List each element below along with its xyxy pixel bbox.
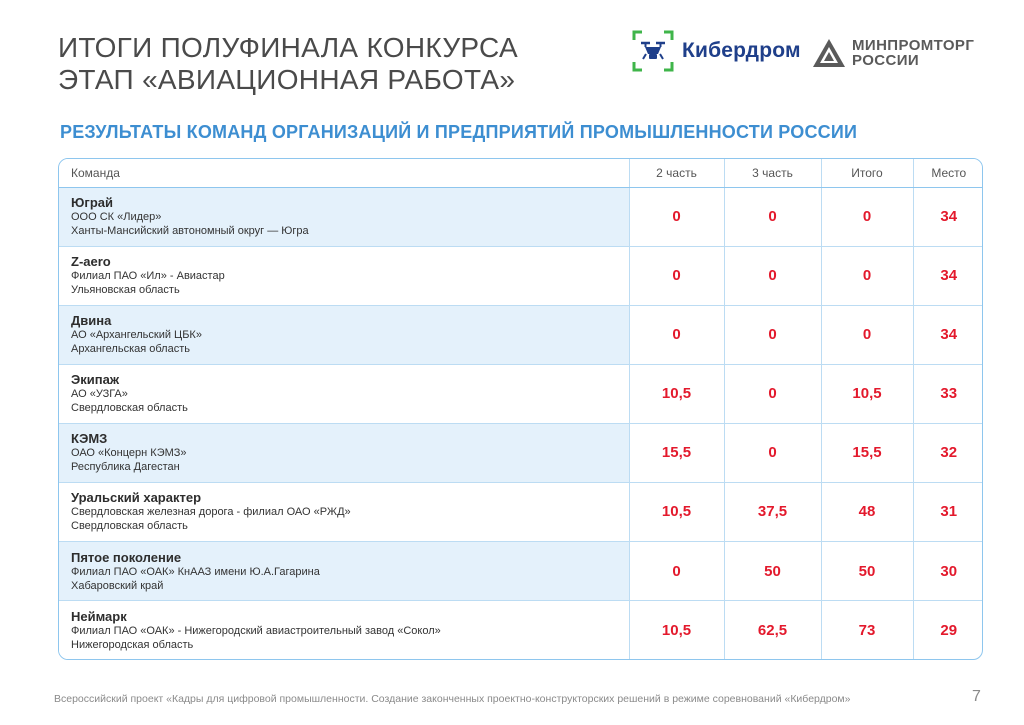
team-region: Республика Дагестан (71, 461, 180, 474)
score-part3: 0 (724, 423, 821, 482)
table-row (59, 246, 983, 305)
place: 30 (913, 541, 983, 600)
header-part3: 3 часть (724, 159, 821, 187)
place: 29 (913, 601, 983, 659)
score-total: 10,5 (821, 364, 913, 423)
table-row (59, 305, 983, 364)
team-cell (59, 187, 629, 246)
team-cell (59, 601, 629, 659)
table-row (59, 364, 983, 423)
score-part3: 50 (724, 541, 821, 600)
table-row (59, 541, 983, 600)
team-region: Хабаровский край (71, 579, 164, 592)
place: 33 (913, 364, 983, 423)
score-total: 73 (821, 601, 913, 659)
footer-text: Всероссийский проект «Кадры для цифровой промышленности. Создание законченных проектно-конструкторских решений в режиме соревнований «Кибердром» (54, 693, 851, 705)
score-part2: 10,5 (629, 601, 724, 659)
table-row (59, 482, 983, 541)
minpromtorg-line-2: РОССИИ (852, 52, 920, 69)
team-organization: ООО СК «Лидер» (71, 211, 162, 224)
score-total: 50 (821, 541, 913, 600)
results-table-container (58, 158, 983, 660)
team-region: Ханты-Мансийский автономный округ — Югра (71, 225, 309, 238)
minpromtorg-logo (812, 36, 974, 70)
team-cell (59, 423, 629, 482)
place: 34 (913, 246, 983, 305)
team-region: Архангельская область (71, 343, 190, 356)
team-name: Z-aero (71, 254, 111, 270)
team-organization: АО «УЗГА» (71, 388, 128, 401)
drone-icon (632, 30, 674, 72)
team-cell (59, 305, 629, 364)
table-row (59, 187, 983, 246)
section-subtitle: РЕЗУЛЬТАТЫ КОМАНД ОРГАНИЗАЦИЙ И ПРЕДПРИЯТИЙ ПРОМЫШЛЕННОСТИ РОССИИ (60, 122, 858, 142)
header-total: Итого (821, 159, 913, 187)
header-place: Место (913, 159, 983, 187)
team-region: Нижегородская область (71, 638, 194, 651)
score-total: 0 (821, 305, 913, 364)
kiberdrom-wordmark: Кибердром (682, 39, 801, 62)
page-number: 7 (972, 688, 981, 705)
score-part2: 0 (629, 305, 724, 364)
score-part2: 0 (629, 187, 724, 246)
score-part3: 0 (724, 246, 821, 305)
score-part2: 10,5 (629, 364, 724, 423)
team-name: Двина (71, 313, 112, 329)
table-header-row (59, 159, 983, 187)
minpromtorg-line-1: МИНПРОМТОРГ (852, 37, 975, 54)
team-organization: АО «Архангельский ЦБК» (71, 329, 202, 342)
score-total: 48 (821, 482, 913, 541)
team-organization: Филиал ПАО «ОАК» - Нижегородский авиастроительный завод «Сокол» (71, 624, 441, 637)
team-name: Пятое поколение (71, 549, 182, 565)
score-part3: 0 (724, 187, 821, 246)
score-total: 0 (821, 187, 913, 246)
header-team: Команда (59, 159, 629, 187)
team-organization: Свердловская железная дорога - филиал ОАО «РЖД» (71, 506, 351, 519)
team-region: Свердловская область (71, 520, 188, 533)
score-part3: 0 (724, 305, 821, 364)
table-row (59, 601, 983, 659)
team-region: Свердловская область (71, 402, 188, 415)
team-name: КЭМЗ (71, 431, 108, 447)
page-title (58, 32, 518, 96)
team-cell (59, 482, 629, 541)
score-part2: 10,5 (629, 482, 724, 541)
table-row (59, 423, 983, 482)
team-organization: Филиал ПАО «ОАК» КнААЗ имени Ю.А.Гагарина (71, 565, 320, 578)
team-name: Экипаж (71, 372, 120, 388)
place: 34 (913, 305, 983, 364)
team-cell (59, 246, 629, 305)
score-part2: 0 (629, 541, 724, 600)
place: 34 (913, 187, 983, 246)
title-line-1: ИТОГИ ПОЛУФИНАЛА КОНКУРСА (58, 32, 518, 63)
header-part2: 2 часть (629, 159, 724, 187)
minpromtorg-emblem-icon (812, 38, 846, 68)
score-part3: 37,5 (724, 482, 821, 541)
score-total: 0 (821, 246, 913, 305)
team-cell (59, 541, 629, 600)
place: 31 (913, 482, 983, 541)
score-part3: 62,5 (724, 601, 821, 659)
results-table (59, 159, 983, 659)
place: 32 (913, 423, 983, 482)
score-total: 15,5 (821, 423, 913, 482)
score-part2: 0 (629, 246, 724, 305)
team-cell (59, 364, 629, 423)
team-organization: ОАО «Концерн КЭМЗ» (71, 447, 187, 460)
kiberdrom-logo (632, 30, 801, 72)
team-organization: Филиал ПАО «Ил» - Авиастар (71, 270, 225, 283)
score-part2: 15,5 (629, 423, 724, 482)
score-part3: 0 (724, 364, 821, 423)
title-line-2: ЭТАП «АВИАЦИОННАЯ РАБОТА» (58, 64, 516, 95)
team-name: Неймарк (71, 608, 127, 624)
team-name: Уральский характер (71, 490, 202, 506)
team-region: Ульяновская область (71, 284, 180, 297)
team-name: Юграй (71, 195, 113, 211)
